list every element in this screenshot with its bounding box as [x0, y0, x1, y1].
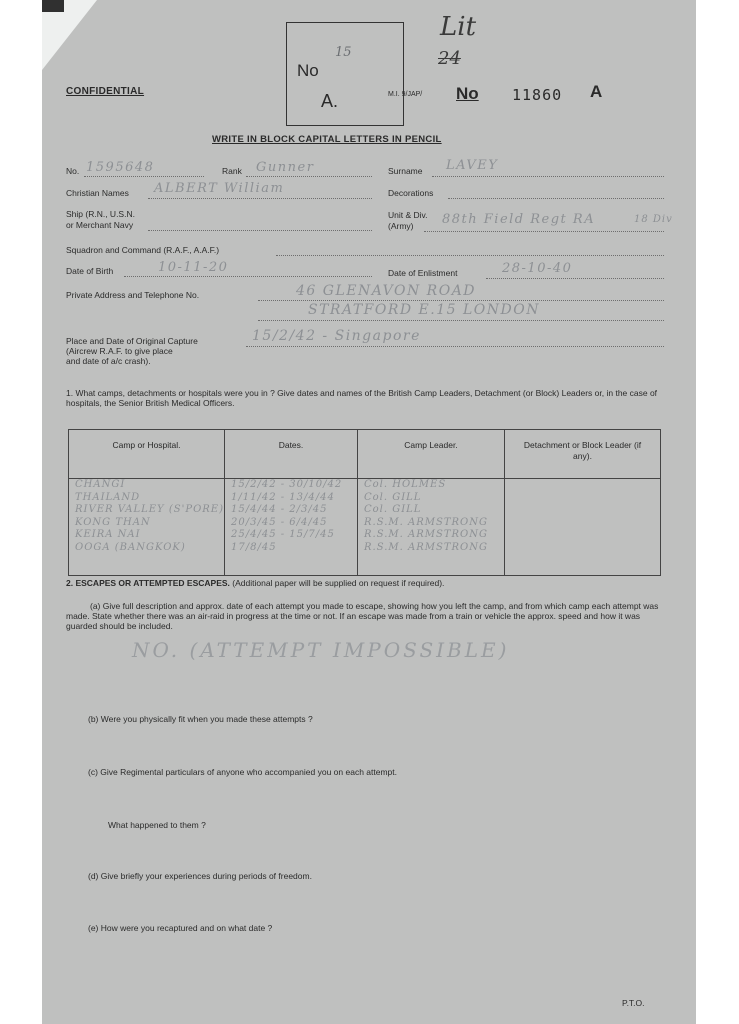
col-camp: Camp or Hospital. — [69, 430, 225, 479]
camp-name: THAILAND — [75, 491, 141, 503]
stamp-box — [286, 22, 404, 126]
camp-dates: 20/3/45 - 6/4/45 — [231, 516, 328, 528]
stamp-letter: A. — [321, 91, 339, 111]
ship-line — [148, 230, 372, 231]
surname-value: LAVEY — [446, 158, 499, 173]
camp-name: OOGA (BANGKOK) — [75, 541, 186, 553]
squadron-line — [276, 255, 664, 256]
camp-dates: 17/8/45 — [231, 541, 277, 553]
unit-label-2: (Army) — [388, 221, 414, 231]
camp-dates: 15/4/44 - 2/3/45 — [231, 504, 328, 515]
reference-code: M.I. 9/JAP/ — [388, 91, 423, 98]
pto-label: P.T.O. — [622, 998, 645, 1008]
camps-table — [68, 429, 661, 576]
camp-leader: R.S.M. ARMSTRONG — [364, 529, 488, 540]
date-cells — [225, 479, 358, 576]
form-suffix: A — [590, 82, 603, 101]
christian-names-label: Christian Names — [66, 188, 129, 198]
col-detachment-leader: Detachment or Block Leader (if any). — [505, 430, 661, 479]
capture-value: 15/2/42 - Singapore — [252, 328, 421, 344]
rank-line — [246, 176, 372, 177]
address-value-2: STRATFORD E.15 LONDON — [308, 302, 540, 318]
rank-label: Rank — [222, 166, 242, 176]
rank-value: Gunner — [256, 160, 315, 175]
section2-heading: 2. ESCAPES OR ATTEMPTED ESCAPES. — [66, 578, 230, 588]
decorations-line — [448, 198, 664, 199]
surname-line — [432, 176, 664, 177]
number-label: No — [456, 84, 479, 103]
camp-leader: R.S.M. ARMSTRONG — [364, 516, 488, 528]
enlistment-line — [486, 278, 664, 279]
unit-label-1: Unit & Div. — [388, 210, 428, 220]
question-2b: (b) Were you physically fit when you made these attempts ? — [88, 714, 313, 724]
stamp-no-handwritten: 15 — [335, 45, 352, 60]
col-camp-leader: Camp Leader. — [358, 430, 505, 479]
camp-leader: Col. GILL — [364, 491, 422, 503]
service-no-line — [84, 176, 204, 177]
ship-label-2: or Merchant Navy — [66, 220, 134, 230]
pencil-note-24: 24 — [438, 48, 461, 69]
camp-name: RIVER VALLEY (S'PORE) — [75, 504, 224, 515]
section1-question: 1. What camps, detachments or hospitals were you in ? Give dates and names of the British Camp Leaders, Detachment (or Block) Leaders or, in the case of hospitals, the Senior British Medical Officers. — [66, 388, 658, 408]
answer-2a: NO. (ATTEMPT IMPOSSIBLE) — [132, 638, 510, 662]
address-line-2 — [258, 320, 664, 321]
ship-label-1: Ship (R.N., U.S.N. — [66, 209, 135, 219]
enlistment-value: 28-10-40 — [502, 261, 573, 276]
camp-name: KONG THAN — [75, 516, 151, 528]
confidential-label: CONFIDENTIAL — [66, 86, 145, 97]
enlistment-label: Date of Enlistment — [388, 268, 458, 278]
form-number: 11860 — [512, 86, 563, 104]
camp-leader: R.S.M. ARMSTRONG — [364, 541, 488, 553]
stamp-no-label: No — [297, 61, 319, 80]
col-dates: Dates. — [225, 430, 358, 479]
capture-line — [246, 346, 664, 347]
question-2a: (a) Give full description and approx. date of each attempt you made to escape, showing how you left the camp, and from which camp each attempt was made. State whether there was an air-raid in progress at the time or not. If an escape was made from a train or vehicle the approx. speed and how it was guarded should be included. — [66, 601, 659, 631]
section2-heading-wrap — [66, 578, 444, 588]
capture-label-3: and date of a/c crash). — [66, 356, 151, 366]
detachment-cells — [505, 479, 661, 576]
camp-leader: Col. GILL — [364, 504, 422, 515]
dob-label: Date of Birth — [66, 266, 114, 276]
page-margin — [0, 0, 42, 1024]
camp-dates: 15/2/42 - 30/10/42 — [231, 479, 343, 490]
camp-dates: 1/11/42 - 13/4/44 — [231, 491, 335, 503]
address-value-1: 46 GLENAVON ROAD — [296, 283, 477, 299]
address-line-1 — [258, 300, 664, 301]
surname-label: Surname — [388, 166, 423, 176]
christian-names-value: ALBERT William — [154, 181, 285, 196]
address-label: Private Address and Telephone No. — [66, 290, 200, 300]
pencil-note-top: Lit — [440, 12, 477, 42]
camp-name: KEIRA NAI — [75, 529, 141, 540]
unit-value: 88th Field Regt RA — [442, 212, 596, 227]
capture-label-2: (Aircrew R.A.F. to give place — [66, 346, 173, 356]
unit-value-division: 18 Div — [634, 214, 673, 225]
squadron-label: Squadron and Command (R.A.F., A.A.F.) — [66, 245, 220, 255]
camps-table-body — [69, 479, 661, 576]
unit-line — [424, 231, 664, 232]
question-2c-sub: What happened to them ? — [108, 820, 206, 830]
dob-line — [124, 276, 372, 277]
camp-cells — [69, 479, 225, 576]
instruction-heading: WRITE IN BLOCK CAPITAL LETTERS IN PENCIL — [212, 134, 442, 145]
camp-dates: 25/4/45 - 15/7/45 — [231, 529, 335, 540]
question-2c: (c) Give Regimental particulars of anyone who accompanied you on each attempt. — [88, 767, 397, 777]
service-no-value: 1595648 — [86, 160, 155, 175]
decorations-label: Decorations — [388, 188, 434, 198]
dob-value: 10-11-20 — [158, 260, 229, 275]
corner-shadow — [42, 0, 64, 12]
camp-leader: Col. HOLMES — [364, 479, 447, 490]
christian-names-line — [148, 198, 372, 199]
question-2e: (e) How were you recaptured and on what date ? — [88, 923, 273, 933]
leader-cells — [358, 479, 505, 576]
service-no-label: No. — [66, 166, 80, 176]
capture-label-1: Place and Date of Original Capture — [66, 336, 198, 346]
question-2d: (d) Give briefly your experiences during periods of freedom. — [88, 871, 312, 881]
camp-name: CHANGI — [75, 479, 126, 490]
camps-table-header — [69, 430, 661, 479]
section2-note: (Additional paper will be supplied on request if required). — [232, 578, 445, 588]
